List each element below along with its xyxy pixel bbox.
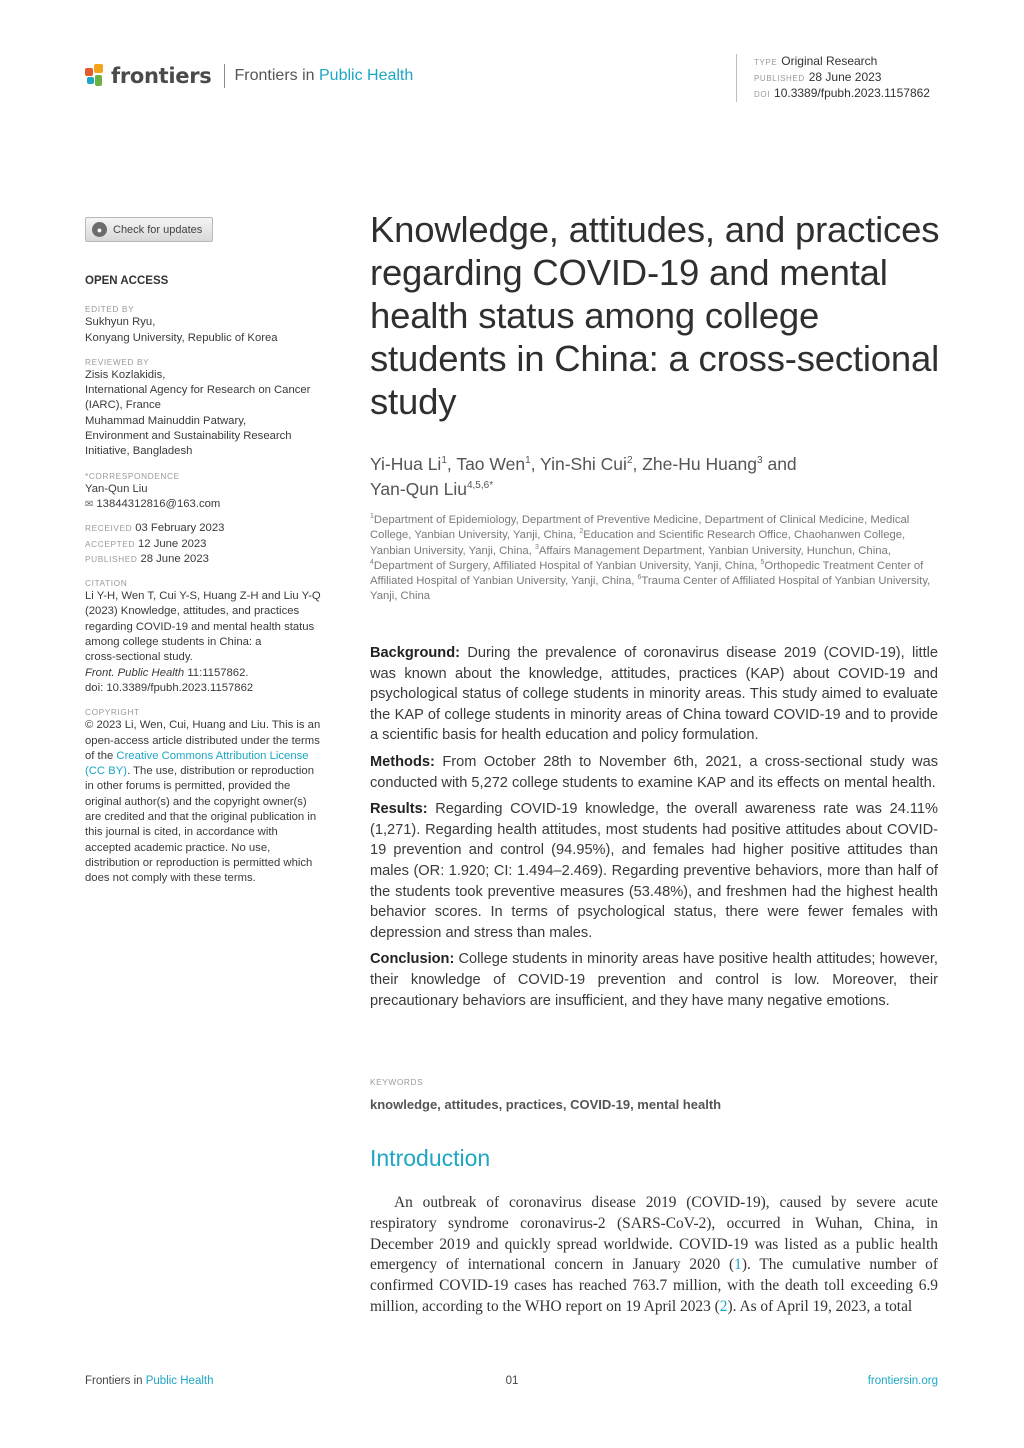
accepted-value: 12 June 2023	[137, 537, 207, 550]
conclusion-label: Conclusion:	[370, 951, 455, 968]
citation-doi[interactable]: doi: 10.3389/fpubh.2023.1157862	[85, 681, 254, 694]
intro-text: An outbreak of coronavirus disease 2019 (COVID-19), caused by severe acute respiratory syndrome coronavirus-2 (SARS-CoV-2), occurred in Wuhan, China, in December 2019 and quickly spread worldwide. COVID-19 was listed as a public health emergency of international concern in January 2020 (	[370, 1194, 938, 1274]
accepted-date	[85, 537, 350, 552]
reviewer-line: Environment and Sustainability Research	[85, 430, 292, 443]
copyright-line: original author(s) and the copyright owner(s)	[85, 795, 307, 808]
author[interactable]	[370, 454, 447, 474]
brand-wordmark: frontiers	[111, 64, 212, 88]
author-list	[370, 452, 940, 502]
copyright-line: distribution or reproduction is permitted which	[85, 856, 313, 869]
citation-journal-line	[85, 666, 350, 681]
received-label: RECEIVED	[85, 523, 133, 534]
open-access-label: OPEN ACCESS	[85, 275, 169, 287]
meta-type-label: TYPE	[754, 58, 778, 67]
sidebar	[85, 274, 350, 887]
keywords: knowledge, attitudes, practices, COVID-19, mental health	[370, 1097, 722, 1112]
background-label: Background:	[370, 645, 460, 661]
author[interactable]	[540, 454, 632, 474]
methods-text: From October 28th to November 6th, 2021, a cross-sectional study was conducted with 5,272 college students to examine KAP and its effects on mental health.	[370, 753, 938, 791]
results-text: Regarding COVID-19 knowledge, the overall awareness rate was 24.11% (1,271). Regarding health attitudes, most students had positive attitudes about COVID-19 prevention and control (94.95%), and females had higher positive attitudes than males (OR: 1.920; CI: 1.494–2.469). Regarding preventive behaviors, more than half of the students took preventive measures (53.48%), and freshmen had the highest health behavior scores. In terms of psychological status, there were fewer females with depression and stress than males.	[370, 801, 938, 941]
copyright-line: in other forums is permitted, provided the	[85, 780, 291, 793]
reference-link[interactable]: 2	[719, 1297, 728, 1315]
results-label: Results:	[370, 801, 428, 818]
reviewer-line: Initiative, Bangladesh	[85, 445, 193, 458]
copyright-suffix: . The use, distribution or reproduction	[127, 765, 314, 778]
author-name: Yin-Shi Cui	[540, 454, 627, 474]
abstract-conclusion	[370, 949, 938, 1011]
introduction-paragraph	[370, 1193, 938, 1318]
editor-line: Konyang University, Republic of Korea	[85, 331, 278, 344]
affiliation-mark: 1	[370, 513, 374, 521]
affiliations	[370, 513, 940, 605]
cc-license-link[interactable]: Creative Commons Attribution License	[116, 749, 309, 762]
edited-by-label: EDITED BY	[85, 304, 135, 315]
meta-type	[754, 54, 930, 70]
author-separator: ,	[446, 454, 457, 474]
bookmark-icon: ●	[92, 222, 107, 237]
meta-doi-value[interactable]: 10.3389/fpubh.2023.1157862	[774, 86, 930, 100]
received-date	[85, 521, 350, 536]
reviewer-line: (IARC), France	[85, 399, 161, 412]
journal-prefix: Frontiers in	[234, 67, 315, 84]
page-number: 01	[505, 1375, 519, 1387]
reviewed-by-label: REVIEWED BY	[85, 356, 150, 367]
published-value: 28 June 2023	[140, 552, 209, 565]
footer-journal-prefix: Frontiers in	[85, 1375, 143, 1387]
received-value: 03 February 2023	[135, 522, 225, 535]
affiliation-mark: 6	[637, 574, 642, 582]
citation-line: cross-sectional study.	[85, 651, 193, 664]
affiliation-text: Trauma Center of Affiliated Hospital of Yanbian University, Yanji, China	[370, 575, 931, 603]
background-text: During the prevalence of coronavirus disease 2019 (COVID-19), little was known about the knowledge, attitudes, practices (KAP) about COVID-19 and psychological status of college students in minority areas. This study aimed to evaluate the KAP of college students in minority areas of China toward COVID-19 and to provide a scientific basis for health education and policy formulation.	[370, 645, 938, 744]
frontiers-mark-icon	[85, 64, 105, 88]
author-affiliation-mark: 1	[525, 455, 531, 467]
logo-divider	[224, 64, 225, 88]
footer-journal-name[interactable]: Public Health	[145, 1375, 214, 1387]
journal-name	[235, 67, 414, 85]
copyright-line: © 2023 Li, Wen, Cui, Huang and Liu. This is an	[85, 719, 321, 732]
meta-doi-label: DOI	[754, 90, 771, 99]
affiliation-mark: 3	[534, 543, 539, 551]
envelope-icon: ✉	[85, 498, 94, 510]
affiliation-mark: 5	[760, 559, 765, 567]
article-meta	[736, 54, 930, 102]
intro-text: ). As of April 19, 2023, a total	[727, 1297, 913, 1315]
author-separator: ,	[632, 454, 643, 474]
affiliation-text: Department of Surgery, Affiliated Hospital of Yanbian University, Yanji, China,	[373, 559, 761, 572]
reviewer-line: International Agency for Research on Cancer	[85, 384, 311, 397]
reference-link[interactable]: 1	[734, 1256, 742, 1274]
author-name: Tao Wen	[456, 454, 526, 474]
copyright-line	[85, 764, 350, 779]
affiliation-mark: 2	[579, 528, 584, 536]
copyright-line	[85, 749, 350, 764]
article-title: Knowledge, attitudes, and practices regarding COVID-19 and mental health status among college students in China: a cross-sectional study	[370, 209, 940, 422]
author[interactable]	[370, 479, 493, 499]
dates	[85, 521, 350, 567]
abstract-methods	[370, 752, 938, 793]
abstract	[370, 643, 938, 1017]
editor-line: Sukhyun Ryu,	[85, 316, 156, 329]
author-separator: ,	[530, 454, 541, 474]
copyright-line: open-access article distributed under the terms	[85, 734, 320, 747]
reviewer-line: Muhammad Mainuddin Patwary,	[85, 414, 247, 427]
copyright-label: COPYRIGHT	[85, 707, 140, 718]
keywords-label: KEYWORDS	[370, 1077, 424, 1087]
meta-published-value: 28 June 2023	[808, 70, 882, 84]
author-name: Zhe-Hu Huang	[642, 454, 758, 474]
copyright-line: does not comply with these terms.	[85, 872, 256, 885]
accepted-label: ACCEPTED	[85, 538, 135, 549]
published-label: PUBLISHED	[85, 553, 138, 564]
citation-label: CITATION	[85, 578, 128, 589]
author[interactable]	[456, 454, 530, 474]
citation-line: among college students in China: a	[85, 636, 262, 649]
author[interactable]	[642, 454, 762, 474]
correspondence-name: Yan-Qun Liu	[85, 482, 148, 495]
correspondence-email[interactable]: 13844312816@163.com	[96, 497, 221, 510]
citation-journal: Front. Public Health	[85, 666, 185, 679]
meta-published-label: PUBLISHED	[754, 74, 805, 83]
author-name: Yi-Hua Li	[370, 454, 442, 474]
citation-volume: 11:1157862.	[184, 666, 249, 679]
footer-site-link[interactable]: frontiersin.org	[867, 1375, 938, 1387]
abstract-background	[370, 643, 938, 746]
affiliation-text: Education and Scientific Research Office, Chaohanwen College, Yanbian University, Yanji, China,	[370, 529, 906, 557]
journal-title: Public Health	[319, 67, 414, 84]
author-affiliation-mark: 2	[626, 455, 633, 467]
meta-doi	[754, 86, 930, 102]
author-affiliation-mark: 1	[441, 455, 447, 467]
meta-type-value: Original Research	[781, 54, 878, 68]
copyright-line: are credited and that the original publication in	[85, 811, 317, 824]
copyright-line: accepted academic practice. No use,	[85, 841, 271, 854]
intro-text: ). The cumulative number of confirmed COVID-19 cases has reached 763.7 million, with the death toll exceeding 6.9 million, according to the WHO report on 19 April 2023 (	[370, 1256, 938, 1315]
author-affiliation-mark: 3	[757, 455, 763, 467]
introduction-heading: Introduction	[370, 1145, 491, 1171]
correspondence-email-row[interactable]	[85, 497, 350, 512]
affiliation-text: Department of Epidemiology, Department of Preventive Medicine, Department of Clinical Medicine, Medical College, Yanbian University, Yanji, China,	[370, 514, 910, 542]
citation-line: (2023) Knowledge, attitudes, and practices	[85, 605, 300, 618]
correspondence-label: *CORRESPONDENCE	[85, 470, 180, 481]
cc-by-link[interactable]: (CC BY)	[85, 765, 128, 778]
reviewer-line: Zisis Kozlakidis,	[85, 368, 166, 381]
affiliation-text: Affairs Management Department, Yanbian University, Hunchun, China,	[538, 544, 891, 557]
check-for-updates-button[interactable]	[85, 217, 213, 242]
affiliation-mark: 4	[370, 559, 374, 567]
conclusion-text: College students in minority areas have positive health attitudes; however, their knowledge of COVID-19 prevention and control is low. Moreover, their precautionary behaviors are insufficient, and they have many negative emotions.	[370, 951, 938, 1009]
published-date	[85, 552, 350, 567]
citation-line: regarding COVID-19 and mental health status	[85, 620, 315, 633]
abstract-results	[370, 799, 938, 943]
meta-published	[754, 70, 930, 86]
affiliation-text: Orthopedic Treatment Center of Affiliated Hospital of Yanbian University, Yanji, China,	[370, 559, 924, 588]
author-separator: and	[762, 454, 797, 474]
check-for-updates-label: Check for updates	[113, 223, 203, 236]
frontiers-logo[interactable]	[85, 64, 413, 88]
author-affiliation-mark: 4,5,6*	[466, 480, 494, 492]
copyright-prefix: of the	[85, 749, 117, 762]
copyright-line: this journal is cited, in accordance with	[85, 826, 278, 839]
methods-label: Methods:	[370, 753, 435, 770]
footer-journal	[85, 1375, 214, 1387]
author-name: Yan-Qun Liu	[370, 479, 467, 499]
citation-line: Li Y-H, Wen T, Cui Y-S, Huang Z-H and Liu Y-Q	[85, 590, 321, 603]
